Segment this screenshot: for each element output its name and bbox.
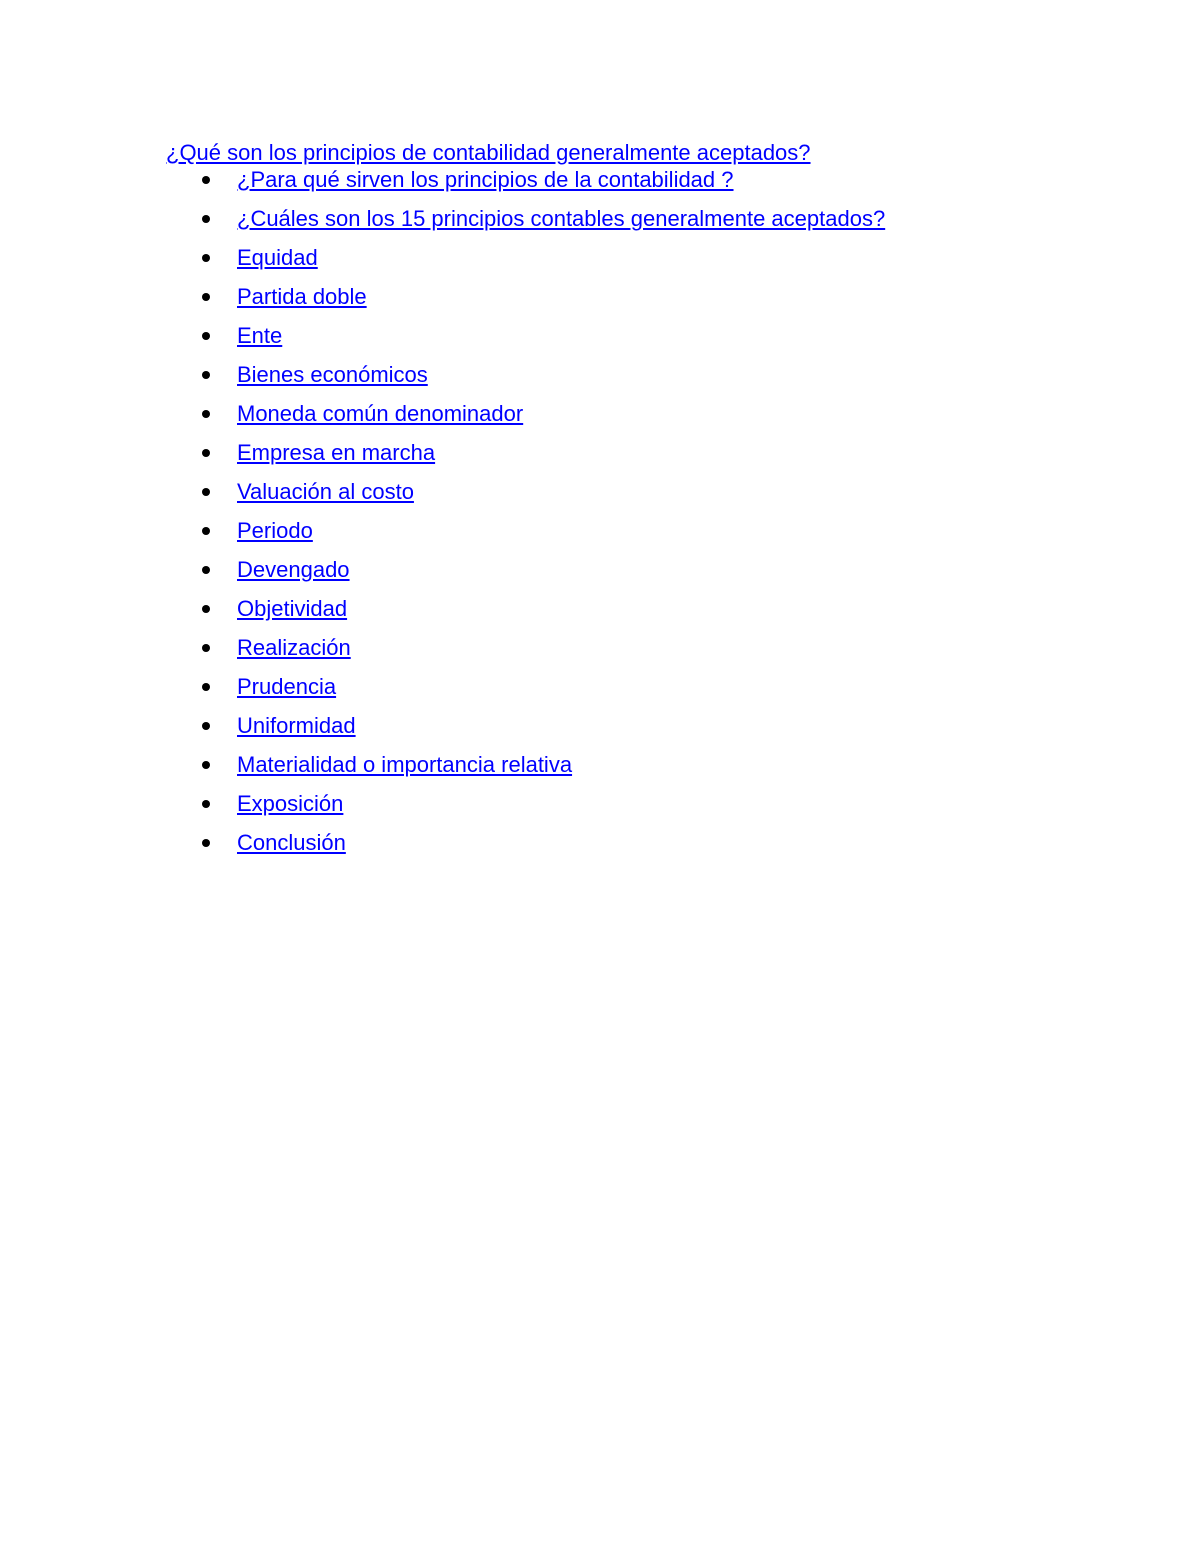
bullet-icon [202,605,210,613]
bullet-icon [202,644,210,652]
bullet-icon [202,566,210,574]
toc-link-prudencia[interactable]: Prudencia [237,674,337,699]
toc-link-bienes-economicos[interactable]: Bienes económicos [237,362,428,387]
toc-link-empresa-en-marcha[interactable]: Empresa en marcha [237,440,436,465]
bullet-icon [202,761,210,769]
toc-heading-link[interactable]: ¿Qué son los principios de contabilidad generalmente aceptados? [166,140,811,165]
toc-link-periodo[interactable]: Periodo [237,518,313,543]
toc-link-realizacion[interactable]: Realización [237,635,351,660]
toc-link-devengado[interactable]: Devengado [237,557,350,582]
toc-link-moneda-comun[interactable]: Moneda común denominador [237,401,524,426]
toc-link-equidad[interactable]: Equidad [237,245,318,270]
bullet-icon [202,800,210,808]
toc-link-exposicion[interactable]: Exposición [237,791,344,816]
toc-link-cuales-son[interactable]: ¿Cuáles son los 15 principios contables generalmente aceptados? [237,206,886,231]
bullet-icon [202,254,210,262]
bullet-icon [202,371,210,379]
bullet-icon [202,839,210,847]
bullet-icon [202,176,210,184]
bullet-icon [202,527,210,535]
bullet-icon [202,488,210,496]
bullet-icon [202,410,210,418]
bullet-icon [202,332,210,340]
bullet-icon [202,722,210,730]
toc-link-para-que-sirven[interactable]: ¿Para qué sirven los principios de la contabilidad ? [237,167,734,192]
toc-link-uniformidad[interactable]: Uniformidad [237,713,356,738]
bullet-icon [202,293,210,301]
bullet-icon [202,683,210,691]
toc-link-conclusion[interactable]: Conclusión [237,830,346,855]
toc-link-partida-doble[interactable]: Partida doble [237,284,367,309]
bullet-icon [202,449,210,457]
toc-link-valuacion-al-costo[interactable]: Valuación al costo [237,479,414,504]
toc-link-materialidad[interactable]: Materialidad o importancia relativa [237,752,573,777]
toc-link-ente[interactable]: Ente [237,323,283,348]
toc-link-objetividad[interactable]: Objetividad [237,596,348,621]
bullet-icon [202,215,210,223]
